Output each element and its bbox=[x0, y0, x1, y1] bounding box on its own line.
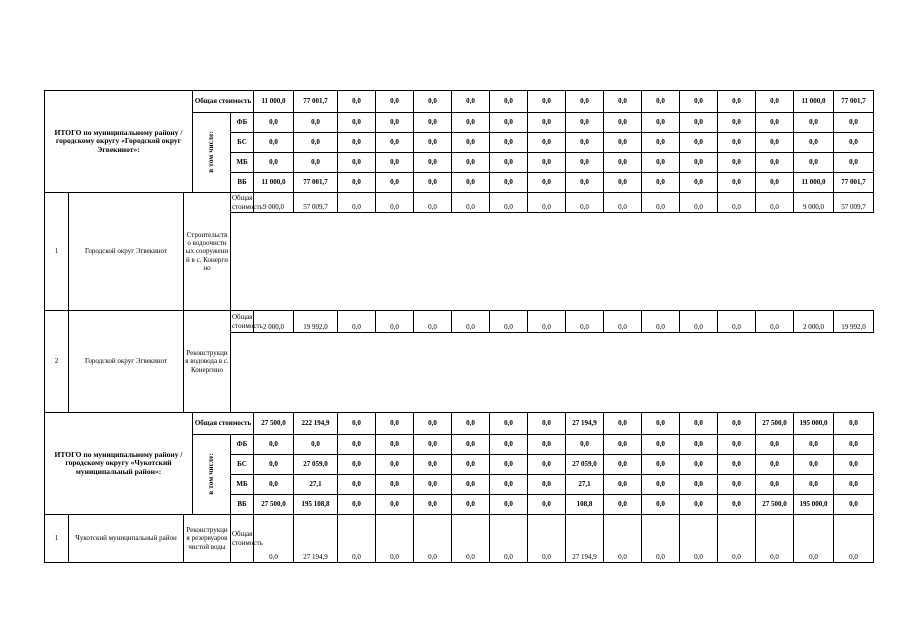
value-cell: 0,0 bbox=[294, 113, 338, 133]
value-cell: 0,0 bbox=[604, 311, 642, 333]
value-cell: 0,0 bbox=[414, 413, 452, 435]
item-district: Чукотский муниципальный район bbox=[69, 515, 184, 563]
value-cell: 0,0 bbox=[376, 455, 414, 475]
value-cell: 0,0 bbox=[642, 495, 680, 515]
value-cell: 0,0 bbox=[566, 193, 604, 213]
value-cell: 0,0 bbox=[490, 153, 528, 173]
value-cell: 0,0 bbox=[718, 455, 756, 475]
value-cell: 27 194,9 bbox=[566, 515, 604, 563]
value-cell: 0,0 bbox=[642, 173, 680, 193]
total-label: Общая стоимость bbox=[231, 515, 254, 563]
value-cell: 0,0 bbox=[452, 311, 490, 333]
value-cell: 0,0 bbox=[254, 515, 294, 563]
value-cell: 0,0 bbox=[294, 435, 338, 455]
value-cell: 0,0 bbox=[452, 515, 490, 563]
value-cell: 0,0 bbox=[718, 435, 756, 455]
value-cell: 0,0 bbox=[490, 413, 528, 435]
value-cell: 0,0 bbox=[756, 435, 794, 455]
value-cell: 0,0 bbox=[642, 91, 680, 113]
value-cell: 0,0 bbox=[376, 113, 414, 133]
value-cell: 0,0 bbox=[604, 173, 642, 193]
value-cell: 0,0 bbox=[376, 133, 414, 153]
source-label-vb: ВБ bbox=[231, 173, 254, 193]
value-cell: 0,0 bbox=[642, 113, 680, 133]
value-cell: 0,0 bbox=[528, 413, 566, 435]
value-cell: 0,0 bbox=[452, 435, 490, 455]
value-cell: 0,0 bbox=[604, 515, 642, 563]
value-cell: 0,0 bbox=[718, 515, 756, 563]
source-label-bs: БС bbox=[231, 133, 254, 153]
value-cell: 0,0 bbox=[834, 515, 874, 563]
value-cell: 0,0 bbox=[414, 311, 452, 333]
value-cell: 57 009,7 bbox=[294, 193, 338, 213]
item-name: Реконструкция водовода в с. Конергино bbox=[184, 311, 231, 413]
value-cell: 0,0 bbox=[490, 91, 528, 113]
value-cell: 0,0 bbox=[254, 455, 294, 475]
value-cell: 27,1 bbox=[294, 475, 338, 495]
value-cell: 0,0 bbox=[756, 455, 794, 475]
value-cell: 0,0 bbox=[376, 91, 414, 113]
value-cell: 108,8 bbox=[566, 495, 604, 515]
value-cell: 11 000,0 bbox=[794, 173, 834, 193]
value-cell: 0,0 bbox=[680, 133, 718, 153]
value-cell: 0,0 bbox=[566, 173, 604, 193]
value-cell: 0,0 bbox=[376, 475, 414, 495]
value-cell: 0,0 bbox=[566, 133, 604, 153]
value-cell: 0,0 bbox=[414, 455, 452, 475]
value-cell: 0,0 bbox=[376, 153, 414, 173]
value-cell: 0,0 bbox=[680, 413, 718, 435]
value-cell: 0,0 bbox=[756, 133, 794, 153]
item-district: Городской округ Эгвекинот bbox=[69, 311, 184, 413]
value-cell: 0,0 bbox=[490, 455, 528, 475]
value-cell: 0,0 bbox=[490, 435, 528, 455]
total-label: Общая стоимость bbox=[193, 91, 254, 113]
item-name: Реконструкция резервуаров чистой воды bbox=[184, 515, 231, 563]
value-cell: 0,0 bbox=[294, 153, 338, 173]
value-cell: 2 000,0 bbox=[254, 311, 294, 333]
value-cell: 0,0 bbox=[254, 475, 294, 495]
value-cell: 0,0 bbox=[528, 311, 566, 333]
budget-table bbox=[44, 90, 866, 563]
value-cell: 0,0 bbox=[718, 113, 756, 133]
source-label-mb: МБ bbox=[231, 153, 254, 173]
value-cell: 57 009,7 bbox=[834, 193, 874, 213]
value-cell: 0,0 bbox=[452, 475, 490, 495]
value-cell: 0,0 bbox=[528, 475, 566, 495]
value-cell: 0,0 bbox=[528, 515, 566, 563]
value-cell: 0,0 bbox=[414, 153, 452, 173]
value-cell: 9 000,0 bbox=[794, 193, 834, 213]
value-cell: 0,0 bbox=[756, 475, 794, 495]
value-cell: 0,0 bbox=[414, 113, 452, 133]
item-name: Строительство водоочистных сооружений в с. Конергино bbox=[184, 193, 231, 311]
value-cell: 0,0 bbox=[680, 495, 718, 515]
value-cell: 0,0 bbox=[604, 495, 642, 515]
value-cell: 0,0 bbox=[680, 91, 718, 113]
value-cell: 9 000,0 bbox=[254, 193, 294, 213]
value-cell: 0,0 bbox=[566, 311, 604, 333]
value-cell: 0,0 bbox=[718, 413, 756, 435]
value-cell: 0,0 bbox=[376, 173, 414, 193]
value-cell: 77 001,7 bbox=[294, 91, 338, 113]
item-district: Городской округ Эгвекинот bbox=[69, 193, 184, 311]
value-cell: 77 001,7 bbox=[834, 173, 874, 193]
value-cell: 0,0 bbox=[642, 435, 680, 455]
value-cell: 0,0 bbox=[834, 413, 874, 435]
value-cell: 27 194,9 bbox=[294, 515, 338, 563]
section-total-title: ИТОГО по муниципальному району / городскому округу «Городской округ Эгвекинот»: bbox=[45, 91, 193, 193]
value-cell: 0,0 bbox=[338, 113, 376, 133]
value-cell: 0,0 bbox=[604, 133, 642, 153]
value-cell: 0,0 bbox=[338, 455, 376, 475]
value-cell: 0,0 bbox=[376, 515, 414, 563]
value-cell: 0,0 bbox=[414, 475, 452, 495]
value-cell: 27 194,9 bbox=[566, 413, 604, 435]
value-cell: 0,0 bbox=[642, 133, 680, 153]
value-cell: 0,0 bbox=[604, 455, 642, 475]
value-cell: 0,0 bbox=[490, 133, 528, 153]
value-cell: 0,0 bbox=[834, 475, 874, 495]
value-cell: 0,0 bbox=[794, 113, 834, 133]
value-cell: 19 992,0 bbox=[294, 311, 338, 333]
value-cell: 0,0 bbox=[414, 435, 452, 455]
value-cell: 0,0 bbox=[452, 113, 490, 133]
value-cell: 0,0 bbox=[834, 455, 874, 475]
value-cell: 0,0 bbox=[528, 193, 566, 213]
item-number: 1 bbox=[45, 515, 69, 563]
value-cell: 0,0 bbox=[680, 475, 718, 495]
value-cell: 0,0 bbox=[680, 311, 718, 333]
value-cell: 27 059,0 bbox=[294, 455, 338, 475]
including-label bbox=[193, 113, 231, 193]
total-label: Общая стоимость bbox=[193, 413, 254, 435]
value-cell: 0,0 bbox=[834, 113, 874, 133]
item-number: 1 bbox=[45, 193, 69, 311]
value-cell: 0,0 bbox=[680, 193, 718, 213]
value-cell: 11 000,0 bbox=[254, 173, 294, 193]
total-label: Общая стоимость bbox=[231, 311, 254, 333]
value-cell: 0,0 bbox=[718, 475, 756, 495]
value-cell: 0,0 bbox=[528, 455, 566, 475]
value-cell: 0,0 bbox=[604, 435, 642, 455]
value-cell: 0,0 bbox=[756, 173, 794, 193]
value-cell: 0,0 bbox=[680, 173, 718, 193]
value-cell: 0,0 bbox=[794, 133, 834, 153]
total-label: Общая стоимость bbox=[232, 194, 263, 211]
value-cell: 0,0 bbox=[756, 193, 794, 213]
value-cell: 0,0 bbox=[376, 311, 414, 333]
value-cell: 0,0 bbox=[794, 475, 834, 495]
value-cell: 0,0 bbox=[528, 113, 566, 133]
value-cell: 0,0 bbox=[490, 475, 528, 495]
value-cell: 0,0 bbox=[604, 475, 642, 495]
value-cell: 19 992,0 bbox=[834, 311, 874, 333]
value-cell: 0,0 bbox=[566, 153, 604, 173]
value-cell: 0,0 bbox=[338, 311, 376, 333]
value-cell: 0,0 bbox=[642, 515, 680, 563]
value-cell: 0,0 bbox=[414, 133, 452, 153]
value-cell: 0,0 bbox=[566, 91, 604, 113]
value-cell: 0,0 bbox=[604, 113, 642, 133]
value-cell: 11 000,0 bbox=[254, 91, 294, 113]
value-cell: 0,0 bbox=[414, 495, 452, 515]
value-cell: 0,0 bbox=[718, 173, 756, 193]
value-cell: 27 500,0 bbox=[756, 495, 794, 515]
section-total-title: ИТОГО по муниципальному району / городскому округу «Чукотский муниципальный район»: bbox=[45, 413, 193, 515]
value-cell: 0,0 bbox=[642, 193, 680, 213]
value-cell: 0,0 bbox=[566, 113, 604, 133]
value-cell: 27 500,0 bbox=[254, 413, 294, 435]
value-cell: 0,0 bbox=[834, 435, 874, 455]
value-cell: 0,0 bbox=[338, 515, 376, 563]
value-cell: 0,0 bbox=[338, 495, 376, 515]
value-cell: 0,0 bbox=[490, 173, 528, 193]
value-cell: 0,0 bbox=[338, 475, 376, 495]
value-cell: 0,0 bbox=[604, 413, 642, 435]
value-cell: 0,0 bbox=[490, 113, 528, 133]
value-cell: 0,0 bbox=[338, 435, 376, 455]
source-label-vb: ВБ bbox=[231, 495, 254, 515]
including-label bbox=[193, 435, 231, 515]
value-cell: 0,0 bbox=[718, 193, 756, 213]
value-cell: 0,0 bbox=[794, 455, 834, 475]
value-cell: 0,0 bbox=[566, 435, 604, 455]
value-cell: 0,0 bbox=[254, 435, 294, 455]
value-cell: 0,0 bbox=[414, 173, 452, 193]
value-cell: 0,0 bbox=[794, 153, 834, 173]
value-cell: 0,0 bbox=[528, 153, 566, 173]
value-cell: 0,0 bbox=[376, 193, 414, 213]
value-cell: 11 000,0 bbox=[794, 91, 834, 113]
including-label-text: в том числе: bbox=[207, 452, 216, 495]
value-cell: 0,0 bbox=[642, 153, 680, 173]
value-cell: 0,0 bbox=[680, 515, 718, 563]
value-cell: 0,0 bbox=[490, 193, 528, 213]
value-cell: 0,0 bbox=[642, 413, 680, 435]
value-cell: 0,0 bbox=[338, 153, 376, 173]
value-cell: 0,0 bbox=[756, 311, 794, 333]
source-label-mb: МБ bbox=[231, 475, 254, 495]
value-cell: 0,0 bbox=[338, 91, 376, 113]
value-cell: 27 500,0 bbox=[756, 413, 794, 435]
value-cell: 0,0 bbox=[414, 515, 452, 563]
value-cell: 27,1 bbox=[566, 475, 604, 495]
value-cell: 0,0 bbox=[452, 193, 490, 213]
source-label-bs: БС bbox=[231, 455, 254, 475]
value-cell: 0,0 bbox=[718, 153, 756, 173]
value-cell: 0,0 bbox=[604, 153, 642, 173]
item-number: 2 bbox=[45, 311, 69, 413]
value-cell: 0,0 bbox=[680, 153, 718, 173]
value-cell: 0,0 bbox=[834, 133, 874, 153]
value-cell: 0,0 bbox=[490, 515, 528, 563]
value-cell: 0,0 bbox=[490, 495, 528, 515]
value-cell: 0,0 bbox=[756, 515, 794, 563]
value-cell: 0,0 bbox=[604, 91, 642, 113]
value-cell: 0,0 bbox=[642, 475, 680, 495]
value-cell: 0,0 bbox=[294, 133, 338, 153]
value-cell: 0,0 bbox=[680, 435, 718, 455]
value-cell: 0,0 bbox=[528, 133, 566, 153]
value-cell: 0,0 bbox=[452, 153, 490, 173]
value-cell: 0,0 bbox=[528, 173, 566, 193]
value-cell: 0,0 bbox=[718, 311, 756, 333]
value-cell: 0,0 bbox=[254, 153, 294, 173]
value-cell: 0,0 bbox=[376, 413, 414, 435]
value-cell: 0,0 bbox=[834, 153, 874, 173]
value-cell: 0,0 bbox=[718, 133, 756, 153]
value-cell: 0,0 bbox=[756, 153, 794, 173]
value-cell: 0,0 bbox=[490, 311, 528, 333]
value-cell: 0,0 bbox=[642, 311, 680, 333]
value-cell: 0,0 bbox=[338, 193, 376, 213]
value-cell: 0,0 bbox=[338, 133, 376, 153]
value-cell: 0,0 bbox=[756, 113, 794, 133]
value-cell: 0,0 bbox=[718, 495, 756, 515]
value-cell: 0,0 bbox=[338, 413, 376, 435]
value-cell: 195 000,0 bbox=[794, 495, 834, 515]
value-cell: 0,0 bbox=[376, 495, 414, 515]
value-cell: 77 001,7 bbox=[294, 173, 338, 193]
source-label-fb: ФБ bbox=[231, 435, 254, 455]
value-cell: 0,0 bbox=[452, 413, 490, 435]
value-cell: 195 000,0 bbox=[794, 413, 834, 435]
value-cell: 0,0 bbox=[452, 455, 490, 475]
value-cell: 0,0 bbox=[254, 113, 294, 133]
source-label-fb: ФБ bbox=[231, 113, 254, 133]
value-cell: 195 108,8 bbox=[294, 495, 338, 515]
value-cell: 0,0 bbox=[452, 495, 490, 515]
value-cell: 0,0 bbox=[756, 91, 794, 113]
value-cell: 0,0 bbox=[528, 435, 566, 455]
value-cell: 0,0 bbox=[452, 133, 490, 153]
value-cell: 0,0 bbox=[528, 91, 566, 113]
value-cell: 0,0 bbox=[452, 173, 490, 193]
value-cell: 222 194,9 bbox=[294, 413, 338, 435]
value-cell: 0,0 bbox=[338, 173, 376, 193]
value-cell: 0,0 bbox=[414, 193, 452, 213]
value-cell: 0,0 bbox=[254, 133, 294, 153]
value-cell: 0,0 bbox=[834, 495, 874, 515]
value-cell: 0,0 bbox=[642, 455, 680, 475]
value-cell: 27 059,0 bbox=[566, 455, 604, 475]
value-cell: 27 500,0 bbox=[254, 495, 294, 515]
value-cell: 0,0 bbox=[680, 113, 718, 133]
value-cell: 0,0 bbox=[794, 435, 834, 455]
including-label-text: в том числе: bbox=[207, 130, 216, 173]
value-cell: 0,0 bbox=[794, 515, 834, 563]
value-cell: 2 000,0 bbox=[794, 311, 834, 333]
value-cell: 0,0 bbox=[718, 91, 756, 113]
value-cell: 0,0 bbox=[414, 91, 452, 113]
value-cell: 0,0 bbox=[604, 193, 642, 213]
value-cell: 0,0 bbox=[452, 91, 490, 113]
value-cell: 0,0 bbox=[376, 435, 414, 455]
value-cell: 77 001,7 bbox=[834, 91, 874, 113]
value-cell: 0,0 bbox=[528, 495, 566, 515]
value-cell: 0,0 bbox=[680, 455, 718, 475]
